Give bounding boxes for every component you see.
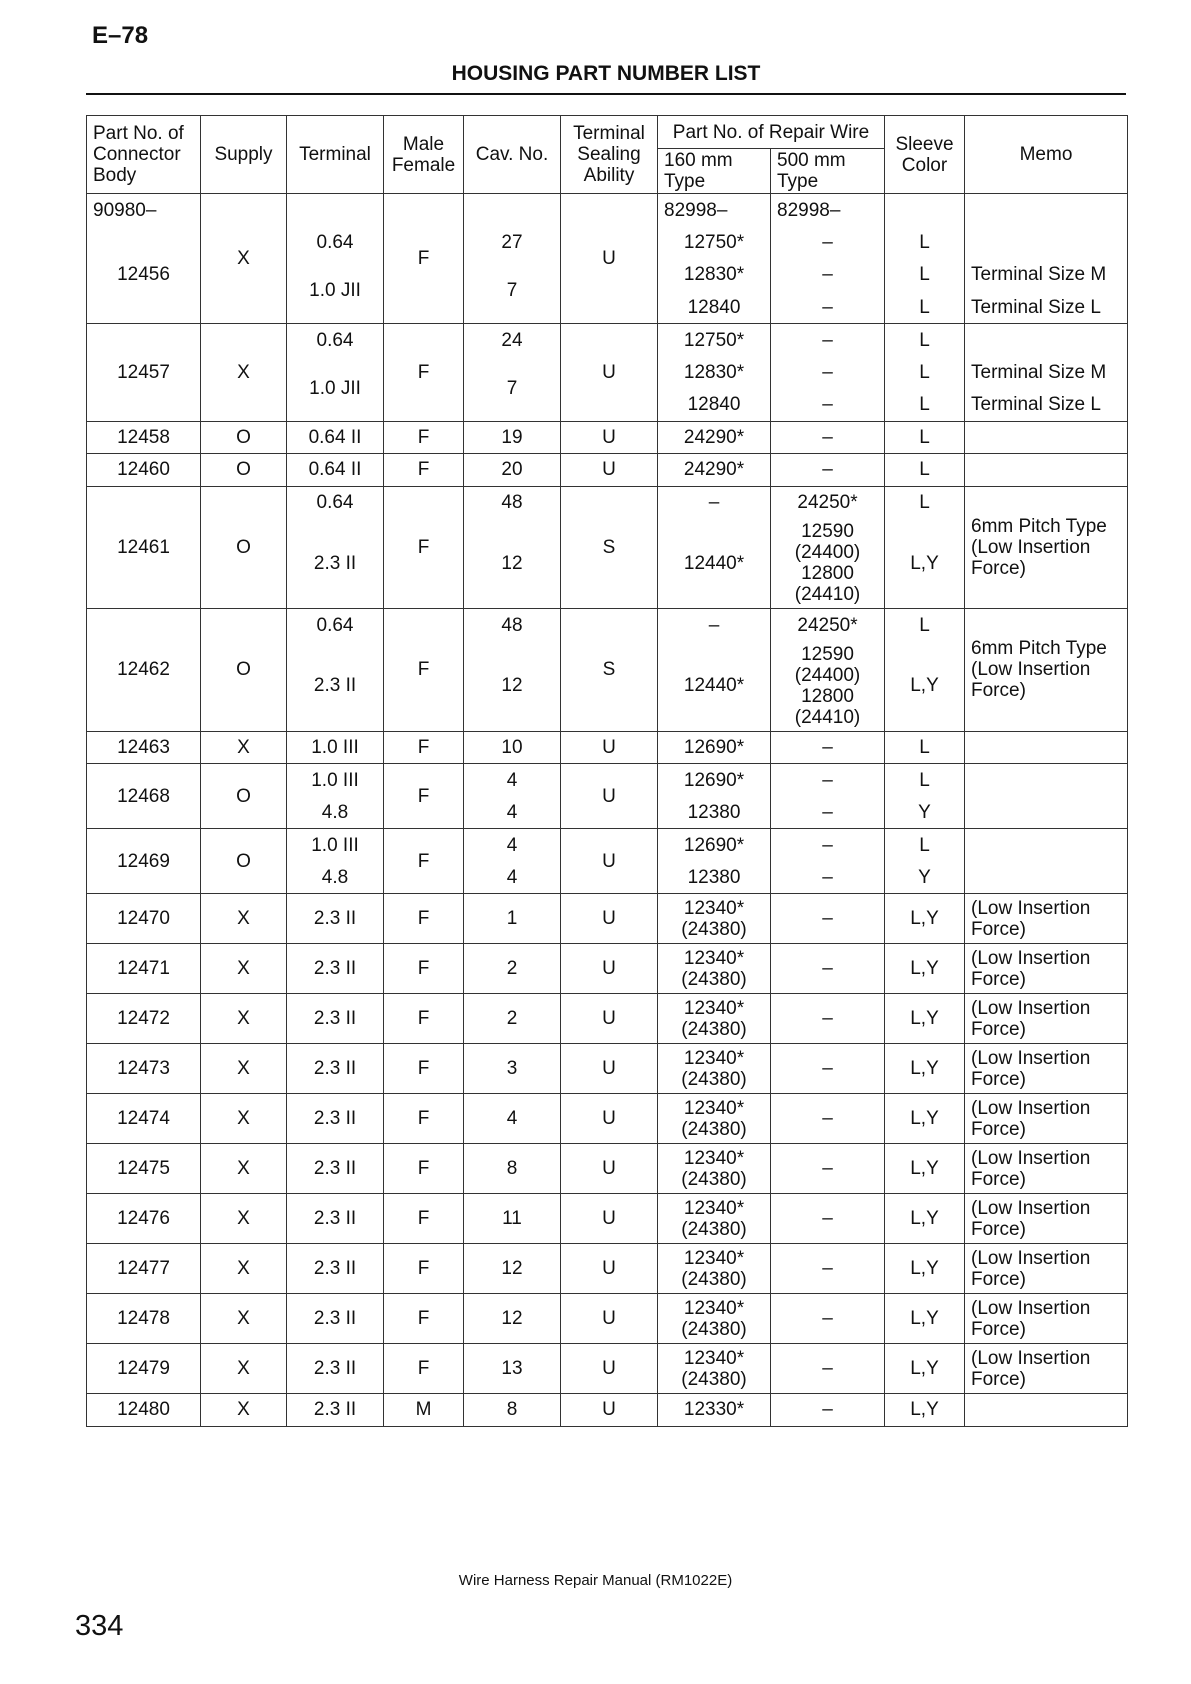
mf-cell: F [384, 421, 464, 454]
section-code: E–78 [92, 22, 149, 49]
part-cell: 12480 [87, 1394, 201, 1427]
wire500-cell: – [771, 454, 885, 487]
wire160-cell: 12750* [658, 324, 771, 357]
supply-cell: X [201, 1294, 287, 1344]
page-title: HOUSING PART NUMBER LIST [451, 62, 761, 85]
wire160-cell: 12340* (24380) [658, 1094, 771, 1144]
terminal-cell: 2.3 II [287, 1344, 384, 1394]
sleeve-cell: L,Y [885, 994, 965, 1044]
supply-cell: X [201, 1144, 287, 1194]
part-cell: 12469 [87, 829, 201, 894]
supply-cell: X [201, 1094, 287, 1144]
supply-cell: O [201, 486, 287, 609]
wire500-cell: – [771, 1044, 885, 1094]
sleeve-cell: Y [885, 861, 965, 894]
seal-cell: U [561, 994, 658, 1044]
mf-cell: F [384, 1294, 464, 1344]
wire500-cell: – [771, 389, 885, 422]
memo-cell: (Low Insertion Force) [965, 1294, 1128, 1344]
table-row [87, 1144, 1128, 1194]
mf-cell: F [384, 1044, 464, 1094]
terminal-cell: 0.64 II [287, 454, 384, 487]
wire160-cell: 12340* (24380) [658, 1194, 771, 1244]
terminal-cell: 4.8 [287, 796, 384, 829]
wire160-cell: 12380 [658, 861, 771, 894]
terminal-cell: 2.3 II [287, 1244, 384, 1294]
wire160-cell: 12340* (24380) [658, 1244, 771, 1294]
seal-cell: U [561, 421, 658, 454]
table-row [87, 421, 1128, 454]
terminal-cell: 1.0 III [287, 764, 384, 797]
wire500-cell: – [771, 1094, 885, 1144]
wire160-cell: 12340* (24380) [658, 894, 771, 944]
wire500-cell: – [771, 356, 885, 389]
memo-cell: Terminal Size L [965, 291, 1128, 324]
header-500mm: 500 mm Type [771, 149, 885, 194]
sleeve-cell: L [885, 291, 965, 324]
mf-cell: F [384, 1144, 464, 1194]
wire160-cell: – [658, 609, 771, 642]
part-cell: 12470 [87, 894, 201, 944]
wire500-cell: – [771, 829, 885, 862]
memo-cell: (Low Insertion Force) [965, 994, 1128, 1044]
memo-cell: Terminal Size L [965, 389, 1128, 422]
supply-cell: O [201, 609, 287, 732]
header-part-no: Part No. of Connector Body [87, 116, 201, 194]
memo-cell: (Low Insertion Force) [965, 1344, 1128, 1394]
wire160-cell: 12750* [658, 226, 771, 259]
mf-cell: F [384, 454, 464, 487]
mf-cell: F [384, 994, 464, 1044]
supply-cell: O [201, 454, 287, 487]
wire160-cell: 12440* [658, 641, 771, 731]
wire160-cell: 12830* [658, 259, 771, 292]
wire500-cell: – [771, 1344, 885, 1394]
sleeve-cell: L,Y [885, 1144, 965, 1194]
part-cell: 12463 [87, 731, 201, 764]
cav-cell: 3 [464, 1044, 561, 1094]
sleeve-cell: L,Y [885, 1094, 965, 1144]
sleeve-cell: Y [885, 796, 965, 829]
wire500-cell: – [771, 1144, 885, 1194]
wire160-cell: 12340* (24380) [658, 1344, 771, 1394]
table-row [87, 1194, 1128, 1244]
part-cell: 12474 [87, 1094, 201, 1144]
memo-cell [965, 226, 1128, 259]
header-repair-wire: Part No. of Repair Wire [658, 116, 885, 149]
wire500-cell: – [771, 894, 885, 944]
seal-cell: U [561, 764, 658, 829]
cav-cell: 4 [464, 764, 561, 797]
part-cell: 12468 [87, 764, 201, 829]
wire160-cell: 12340* (24380) [658, 1144, 771, 1194]
part-cell: 12460 [87, 454, 201, 487]
terminal-cell: 0.64 [287, 324, 384, 357]
wire160-cell: 12840 [658, 291, 771, 324]
sleeve-cell: L [885, 356, 965, 389]
sleeve-cell: L [885, 486, 965, 519]
sleeve-cell: L [885, 324, 965, 357]
table-row [87, 1294, 1128, 1344]
part-cell: 12479 [87, 1344, 201, 1394]
page-number: 334 [75, 1610, 124, 1642]
supply-cell: X [201, 1394, 287, 1427]
wire160-cell: 24290* [658, 454, 771, 487]
memo-cell: (Low Insertion Force) [965, 894, 1128, 944]
wire160-cell: 12340* (24380) [658, 944, 771, 994]
header-male-female: Male Female [384, 116, 464, 194]
table-row [87, 894, 1128, 944]
table-row [87, 1094, 1128, 1144]
cav-cell: 8 [464, 1144, 561, 1194]
cav-cell: 7 [464, 259, 561, 324]
supply-cell: X [201, 1194, 287, 1244]
memo-cell: 6mm Pitch Type (Low Insertion Force) [965, 609, 1128, 732]
sleeve-cell: L,Y [885, 1344, 965, 1394]
part-cell: 12462 [87, 609, 201, 732]
memo-cell: (Low Insertion Force) [965, 1044, 1128, 1094]
wire500-cell: – [771, 1194, 885, 1244]
sleeve-cell: L,Y [885, 1394, 965, 1427]
part-cell: 12478 [87, 1294, 201, 1344]
supply-cell: X [201, 994, 287, 1044]
seal-cell: U [561, 944, 658, 994]
wire160-cell: 12380 [658, 796, 771, 829]
header-terminal: Terminal [287, 116, 384, 194]
part-cell: 12472 [87, 994, 201, 1044]
terminal-cell: 2.3 II [287, 994, 384, 1044]
cav-cell: 12 [464, 519, 561, 609]
mf-cell: F [384, 609, 464, 732]
terminal-cell: 2.3 II [287, 519, 384, 609]
header-supply: Supply [201, 116, 287, 194]
table-row [87, 731, 1128, 764]
terminal-cell: 2.3 II [287, 1044, 384, 1094]
wire160-cell: 12330* [658, 1394, 771, 1427]
seal-cell: U [561, 1394, 658, 1427]
seal-cell: U [561, 1044, 658, 1094]
supply-cell: X [201, 944, 287, 994]
cav-cell: 4 [464, 796, 561, 829]
wire500-cell: 12590 (24400) 12800 (24410) [771, 641, 885, 731]
memo-cell: (Low Insertion Force) [965, 1244, 1128, 1294]
part-cell: 12471 [87, 944, 201, 994]
mf-cell: F [384, 324, 464, 422]
memo-cell: Terminal Size M [965, 356, 1128, 389]
supply-cell: O [201, 829, 287, 894]
cav-cell: 11 [464, 1194, 561, 1244]
part-cell: 12456 [87, 226, 201, 324]
cav-cell: 27 [464, 226, 561, 259]
sleeve-cell: L [885, 764, 965, 797]
sleeve-cell: L,Y [885, 894, 965, 944]
mf-cell: F [384, 944, 464, 994]
sleeve-cell: L,Y [885, 519, 965, 609]
part-cell: 12458 [87, 421, 201, 454]
terminal-cell: 2.3 II [287, 1294, 384, 1344]
header-sealing: Terminal Sealing Ability [561, 116, 658, 194]
terminal-cell: 2.3 II [287, 1144, 384, 1194]
wire500-cell: – [771, 259, 885, 292]
terminal-cell: 0.64 II [287, 421, 384, 454]
memo-cell: (Low Insertion Force) [965, 1194, 1128, 1244]
part-cell: 12457 [87, 324, 201, 422]
memo-cell [965, 731, 1128, 764]
wire160-cell: – [658, 486, 771, 519]
sleeve-cell: L [885, 829, 965, 862]
cav-cell: 20 [464, 454, 561, 487]
cav-cell: 19 [464, 421, 561, 454]
wire500-cell: – [771, 324, 885, 357]
part-cell: 12475 [87, 1144, 201, 1194]
header-160mm: 160 mm Type [658, 149, 771, 194]
wire500-cell: – [771, 731, 885, 764]
wire500-cell: – [771, 1244, 885, 1294]
wire160-cell: 12340* (24380) [658, 994, 771, 1044]
wire500-cell: – [771, 994, 885, 1044]
mf-cell: F [384, 486, 464, 609]
seal-cell: U [561, 1294, 658, 1344]
seal-cell: U [561, 194, 658, 324]
page-footer: Wire Harness Repair Manual (RM1022E) [458, 1572, 733, 1589]
mf-cell: F [384, 894, 464, 944]
mf-cell: F [384, 764, 464, 829]
seal-cell: U [561, 731, 658, 764]
table-header [87, 116, 1128, 194]
cav-cell: 1 [464, 894, 561, 944]
part-cell: 12473 [87, 1044, 201, 1094]
mf-cell: F [384, 731, 464, 764]
table-row [87, 1044, 1128, 1094]
wire500-cell: – [771, 944, 885, 994]
cav-cell: 48 [464, 486, 561, 519]
supply-cell: O [201, 764, 287, 829]
sleeve-cell: L [885, 259, 965, 292]
wire500-cell: – [771, 764, 885, 797]
cav-cell: 10 [464, 731, 561, 764]
supply-cell: X [201, 1244, 287, 1294]
terminal-cell: 0.64 [287, 226, 384, 259]
terminal-cell: 1.0 III [287, 731, 384, 764]
mf-cell: F [384, 1194, 464, 1244]
memo-cell [965, 829, 1128, 894]
terminal-cell: 1.0 III [287, 829, 384, 862]
header-cav-no: Cav. No. [464, 116, 561, 194]
cav-cell: 8 [464, 1394, 561, 1427]
wire500-cell: – [771, 421, 885, 454]
memo-cell [965, 454, 1128, 487]
low-insertion-rows [87, 894, 1128, 1394]
supply-cell: X [201, 1044, 287, 1094]
memo-cell: (Low Insertion Force) [965, 944, 1128, 994]
wire160-cell: 12830* [658, 356, 771, 389]
seal-cell: S [561, 609, 658, 732]
terminal-cell: 0.64 [287, 486, 384, 519]
mf-cell: F [384, 194, 464, 324]
sleeve-cell: L [885, 226, 965, 259]
wire500-cell: – [771, 796, 885, 829]
part-cell: 12461 [87, 486, 201, 609]
cav-cell: 7 [464, 356, 561, 421]
table-row [87, 1394, 1128, 1427]
cav-cell: 2 [464, 944, 561, 994]
cav-cell: 13 [464, 1344, 561, 1394]
wire500-cell: 24250* [771, 609, 885, 642]
terminal-cell: 1.0 JII [287, 259, 384, 324]
wire160-cell: 12690* [658, 731, 771, 764]
memo-cell: (Low Insertion Force) [965, 1144, 1128, 1194]
wire500-cell: – [771, 291, 885, 324]
table-row [87, 944, 1128, 994]
table-row [87, 764, 1128, 797]
housing-part-table [86, 115, 1128, 1427]
cav-cell: 4 [464, 829, 561, 862]
cav-cell: 4 [464, 1094, 561, 1144]
seal-cell: U [561, 1344, 658, 1394]
seal-cell: S [561, 486, 658, 609]
sleeve-cell: L [885, 609, 965, 642]
memo-cell: 6mm Pitch Type (Low Insertion Force) [965, 486, 1128, 609]
cav-cell: 4 [464, 861, 561, 894]
wire160-cell: 12840 [658, 389, 771, 422]
supply-cell: X [201, 894, 287, 944]
table-row [87, 609, 1128, 642]
sleeve-cell: L [885, 421, 965, 454]
sleeve-cell: L,Y [885, 1044, 965, 1094]
terminal-cell: 2.3 II [287, 641, 384, 731]
cav-cell: 24 [464, 324, 561, 357]
wire500-cell: – [771, 1394, 885, 1427]
cav-cell: 12 [464, 1294, 561, 1344]
terminal-cell: 2.3 II [287, 944, 384, 994]
table-row [87, 194, 1128, 227]
title-rule [86, 93, 1126, 95]
header-memo: Memo [965, 116, 1128, 194]
memo-cell [965, 421, 1128, 454]
supply-cell: X [201, 731, 287, 764]
sleeve-cell: L [885, 389, 965, 422]
mf-cell: F [384, 829, 464, 894]
table-row [87, 486, 1128, 519]
terminal-cell: 4.8 [287, 861, 384, 894]
part-cell: 12476 [87, 1194, 201, 1244]
wire500-prefix: 82998– [771, 194, 885, 227]
mf-cell: M [384, 1394, 464, 1427]
supply-cell: X [201, 1344, 287, 1394]
sleeve-cell: L,Y [885, 1294, 965, 1344]
supply-cell: X [201, 324, 287, 422]
supply-cell: O [201, 421, 287, 454]
mf-cell: F [384, 1344, 464, 1394]
wire160-cell: 12690* [658, 829, 771, 862]
wire160-prefix: 82998– [658, 194, 771, 227]
wire160-cell: 12690* [658, 764, 771, 797]
cav-cell: 12 [464, 641, 561, 731]
wire160-cell: 12340* (24380) [658, 1294, 771, 1344]
header-sleeve: Sleeve Color [885, 116, 965, 194]
table-row [87, 1344, 1128, 1394]
terminal-cell: 2.3 II [287, 1094, 384, 1144]
table-row [87, 994, 1128, 1044]
wire160-cell: 24290* [658, 421, 771, 454]
cav-cell: 12 [464, 1244, 561, 1294]
seal-cell: U [561, 324, 658, 422]
memo-cell [965, 764, 1128, 829]
wire160-cell: 12440* [658, 519, 771, 609]
terminal-cell: 1.0 JII [287, 356, 384, 421]
memo-cell: Terminal Size M [965, 259, 1128, 292]
seal-cell: U [561, 894, 658, 944]
table-row [87, 324, 1128, 357]
wire500-cell: 24250* [771, 486, 885, 519]
table-row [87, 1244, 1128, 1294]
part-prefix: 90980– [87, 194, 201, 227]
wire500-cell: – [771, 1294, 885, 1344]
terminal-cell: 2.3 II [287, 894, 384, 944]
cav-cell: 2 [464, 994, 561, 1044]
part-cell: 12477 [87, 1244, 201, 1294]
table-row [87, 829, 1128, 862]
wire500-cell: 12590 (24400) 12800 (24410) [771, 519, 885, 609]
seal-cell: U [561, 1244, 658, 1294]
sleeve-cell: L,Y [885, 944, 965, 994]
seal-cell: U [561, 1194, 658, 1244]
seal-cell: U [561, 454, 658, 487]
sleeve-cell: L,Y [885, 1194, 965, 1244]
terminal-cell: 0.64 [287, 609, 384, 642]
sleeve-cell: L,Y [885, 641, 965, 731]
mf-cell: F [384, 1244, 464, 1294]
sleeve-cell: L,Y [885, 1244, 965, 1294]
terminal-cell: 2.3 II [287, 1194, 384, 1244]
memo-cell [965, 1394, 1128, 1427]
memo-cell: (Low Insertion Force) [965, 1094, 1128, 1144]
table-row [87, 454, 1128, 487]
terminal-cell: 2.3 II [287, 1394, 384, 1427]
seal-cell: U [561, 1094, 658, 1144]
memo-cell [965, 324, 1128, 357]
sleeve-cell: L [885, 731, 965, 764]
wire160-cell: 12340* (24380) [658, 1044, 771, 1094]
mf-cell: F [384, 1094, 464, 1144]
seal-cell: U [561, 1144, 658, 1194]
supply-cell: X [201, 194, 287, 324]
cav-cell: 48 [464, 609, 561, 642]
sleeve-cell: L [885, 454, 965, 487]
wire500-cell: – [771, 226, 885, 259]
wire500-cell: – [771, 861, 885, 894]
seal-cell: U [561, 829, 658, 894]
